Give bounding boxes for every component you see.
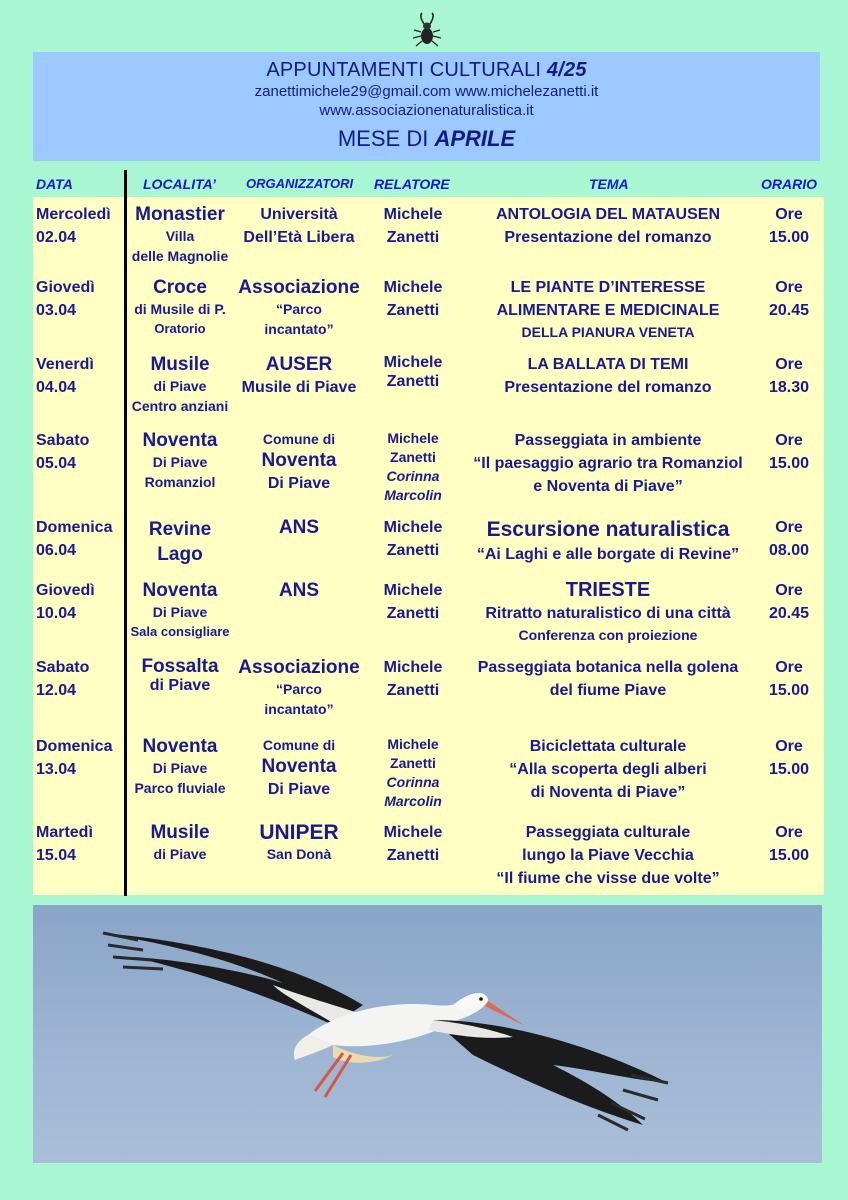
event-date: 02.04 [36,229,77,246]
event-speaker: Zanetti [390,755,436,771]
event-speaker: Michele [383,824,443,841]
event-organizer: Dell’Età Libera [243,229,355,246]
event-location: Monastier [135,204,225,225]
event-location: Lago [157,544,203,565]
event-theme: “Il fiume che visse due volte” [496,870,720,887]
event-location-detail: Di Piave [152,454,208,470]
event-theme: Biciclettata culturale [529,738,687,755]
event-speaker: Zanetti [386,302,440,319]
event-organizer: Di Piave [267,475,331,492]
event-time: 08.00 [768,542,810,559]
event-theme: Passeggiata in ambiente [514,432,702,449]
event-location-detail: Di Piave [152,604,208,620]
beetle-logo-icon [410,12,444,48]
event-speaker: Marcolin [384,487,442,503]
stork-photo [33,905,822,1163]
event-time-label: Ore [775,432,803,449]
event-location-detail: Centro anziani [131,398,229,414]
event-speaker: Michele [383,519,443,536]
event-location: Noventa [142,736,218,757]
event-theme: ANTOLOGIA DEL MATAUSEN [496,206,720,223]
event-organizer: incantato” [264,321,334,337]
contacts: zanettimichele29@gmail.com www.michelezanetti.it [254,83,599,100]
event-date: 13.04 [36,761,77,778]
event-time-label: Ore [775,738,803,755]
col-header-time: ORARIO [761,176,817,192]
event-time-label: Ore [775,356,803,373]
header-banner [33,52,820,161]
event-location: Musile [150,354,210,375]
col-header-speaker: RELATORE [374,176,450,192]
event-organizer: UNIPER [259,821,339,844]
event-theme: Presentazione del romanzo [504,229,712,246]
event-location: Revine [148,519,212,540]
event-speaker: Zanetti [386,373,440,390]
event-speaker: Zanetti [390,449,436,465]
event-day: Mercoledì [36,206,111,223]
event-theme: LA BALLATA DI TEMI [527,356,689,373]
event-location-detail: Villa [165,228,195,244]
event-day: Domenica [36,738,113,755]
event-speaker: Zanetti [386,229,440,246]
event-speaker: Michele [387,736,439,752]
event-organizer: “Parco [276,301,322,317]
event-date: 05.04 [36,455,77,472]
event-speaker: Corinna [386,774,440,790]
stork-illustration [33,905,822,1163]
event-organizer: Associazione [238,277,360,298]
col-header-location: LOCALITA’ [143,176,216,192]
event-speaker: Michele [383,206,443,223]
event-date: 10.04 [36,605,77,622]
event-location-detail: di Musile di P. [134,301,226,317]
event-location: Fossalta [141,656,219,677]
event-location: Noventa [142,430,218,451]
event-location-detail: Di Piave [152,760,208,776]
event-location-detail: Sala consigliare [130,624,230,639]
event-location: Musile [150,822,210,843]
column-divider [124,170,127,896]
event-day: Giovedì [36,582,95,599]
event-time: 15.00 [768,847,810,864]
col-header-theme: TEMA [589,176,629,192]
event-theme: ALIMENTARE E MEDICINALE [496,302,720,319]
event-theme: di Noventa di Piave” [530,784,686,801]
event-organizer: Noventa [261,450,337,471]
event-organizer: Comune di [262,431,336,447]
event-speaker: Michele [383,354,443,371]
event-time: 20.45 [768,605,810,622]
event-date: 03.04 [36,302,77,319]
event-organizer: Associazione [238,657,360,678]
event-time: 15.00 [768,682,810,699]
event-theme: “Alla scoperta degli alberi [509,761,707,778]
event-speaker: Corinna [386,468,440,484]
event-theme: DELLA PIANURA VENETA [521,324,695,340]
event-organizer: Musile di Piave [241,379,357,396]
event-organizer: “Parco [276,681,322,697]
event-date: 04.04 [36,379,77,396]
event-location-detail: Oratorio [154,321,206,336]
event-speaker: Zanetti [386,605,440,622]
event-location: Croce [153,277,207,298]
event-day: Domenica [36,519,113,536]
event-speaker: Marcolin [384,793,442,809]
event-organizer: ANS [278,580,320,601]
event-theme: Escursione naturalistica [486,518,730,541]
event-theme: Ritratto naturalistico di una città [485,605,731,622]
event-location-detail: Parco fluviale [134,780,226,796]
event-organizer: Università [260,206,338,223]
page-title: APPUNTAMENTI CULTURALI 4/25 [266,59,587,81]
event-speaker: Michele [387,430,439,446]
event-time: 18.30 [768,379,810,396]
event-location-detail: Romanziol [144,474,216,490]
event-time-label: Ore [775,519,803,536]
event-time: 20.45 [768,302,810,319]
event-theme: Presentazione del romanzo [504,379,712,396]
event-time-label: Ore [775,582,803,599]
event-theme: lungo la Piave Vecchia [522,847,694,864]
event-location-detail: di Piave [149,677,211,694]
event-theme: “Il paesaggio agrario tra Romanziol [473,455,743,472]
event-day: Sabato [36,659,90,676]
event-speaker: Zanetti [386,682,440,699]
event-organizer: AUSER [265,354,333,375]
event-date: 06.04 [36,542,77,559]
event-day: Martedì [36,824,93,841]
event-organizer: Comune di [262,737,336,753]
event-theme: TRIESTE [565,579,651,601]
event-location-detail: di Piave [153,378,207,394]
event-theme: del fiume Piave [549,682,667,699]
event-location-detail: delle Magnolie [131,248,229,264]
event-day: Sabato [36,432,90,449]
event-speaker: Michele [383,659,443,676]
col-header-organizers: ORGANIZZATORI [246,176,354,191]
event-location-detail: di Piave [153,846,207,862]
event-day: Giovedì [36,279,95,296]
event-organizer: incantato” [264,701,334,717]
events-table [33,197,824,895]
event-time: 15.00 [768,455,810,472]
event-organizer: San Donà [266,846,332,862]
event-time-label: Ore [775,824,803,841]
event-speaker: Zanetti [386,542,440,559]
event-organizer: ANS [278,517,320,538]
event-time-label: Ore [775,659,803,676]
event-organizer: Noventa [261,756,337,777]
col-header-date: DATA [36,176,73,192]
event-time-label: Ore [775,279,803,296]
event-day: Venerdì [36,356,94,373]
event-date: 12.04 [36,682,77,699]
event-theme: LE PIANTE D’INTERESSE [510,279,706,296]
month-title: MESE DI APRILE [337,126,516,151]
event-speaker: Michele [383,582,443,599]
event-date: 15.04 [36,847,77,864]
event-theme: Passeggiata culturale [525,824,691,841]
event-speaker: Michele [383,279,443,296]
website-link[interactable]: www.associazionenaturalistica.it [319,102,534,119]
event-organizer: Di Piave [267,781,331,798]
event-theme: Conferenza con proiezione [518,627,698,643]
event-theme: e Noventa di Piave” [533,478,683,495]
event-theme: Passeggiata botanica nella golena [477,659,739,676]
event-time-label: Ore [775,206,803,223]
event-time: 15.00 [768,229,810,246]
event-speaker: Zanetti [386,847,440,864]
event-theme: “Ai Laghi e alle borgate di Revine” [476,546,740,563]
event-time: 15.00 [768,761,810,778]
event-location: Noventa [142,580,218,601]
